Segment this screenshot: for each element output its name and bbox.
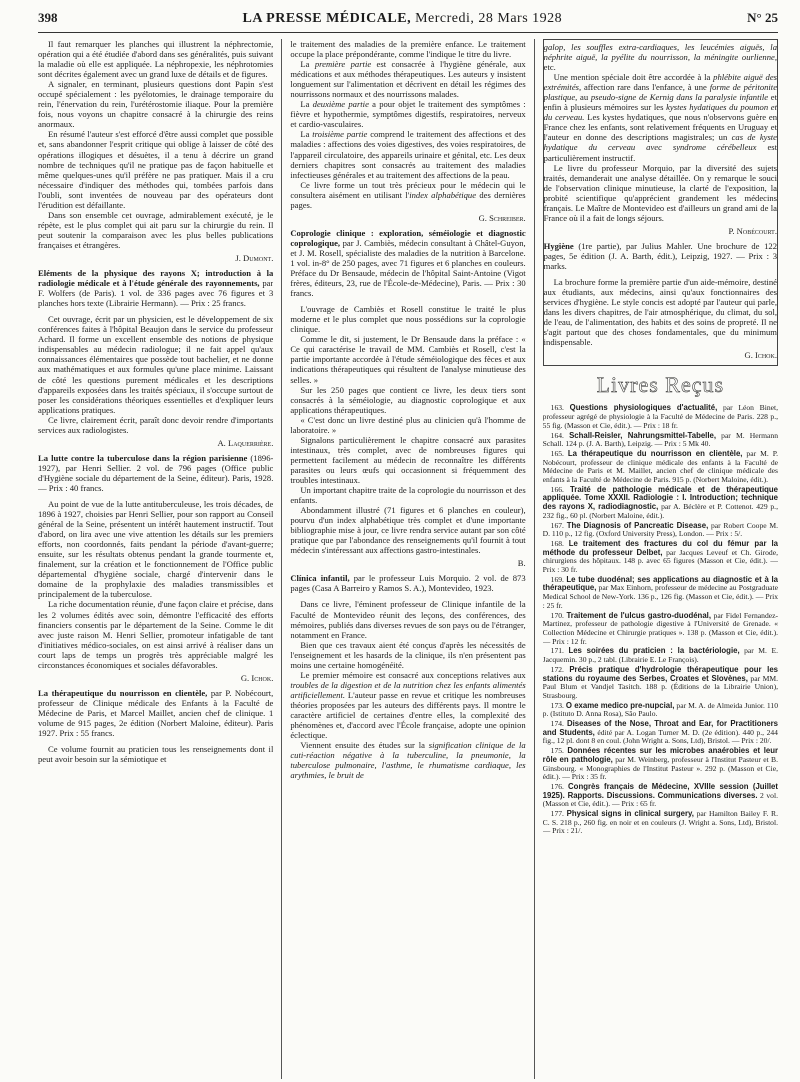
review-signature: G. Schreiber.	[478, 212, 526, 223]
entry-details: par A. Béclère et P. Cottenot. 429 p., 232 fig., 60 pl. (Norbert Maloine, édit.).	[542, 502, 778, 520]
received-book-entry	[543, 432, 778, 449]
entry-details: édité par A. Logan Turner M. D. (2e édition). 440 p., 244 fig., 12 pl. dont 8 en coul. (John Wright a. Sons, Ltd), Bristol. — Prix : 20/.	[542, 727, 778, 746]
entry-title: Données récentes sur les microbes anaérobies et leur rôle en pathologie,	[542, 746, 778, 764]
entry-details: par M. Weinberg, professeur à l'Institut Pasteur et B. Ginsbourg. « Monographies de l'Institut Pasteur ». 292 p. (Masson et Cie, édit.). — Prix : 35 fr.	[542, 754, 778, 782]
paragraph: Une mention spéciale doit être accordée à la phlébite aiguë des extrémités, affection rare dans l'enfance, à une forme de péritonite plastique, au pseudo-signe de Kernig dans la paralysie infantile et enfin à plusieurs mémoires sur les kystes hydatiques du poumon et du cerveau. Les kystes hydatiques, que nous n'observons guère en France chez les enfants, sont relativement fréquents en Uruguay et l'auteur en donne des descriptions magistrales; un cas de kyste hydatique du cerveau avec syndrome cérébelleux est particulièrement instructif.	[543, 72, 778, 163]
entry-title: Précis pratique d'hydrologie thérapeutique pour les stations du royaume des Serbes, Croates et Slovènes,	[542, 664, 778, 683]
column-rule	[534, 39, 535, 1079]
page-header	[38, 10, 778, 33]
entry-number: 163.	[550, 403, 570, 413]
received-book-entry	[543, 540, 778, 575]
received-book-entry	[543, 720, 778, 746]
column-1	[38, 39, 273, 1079]
entry-number: 170.	[550, 610, 567, 620]
paragraph: Cet ouvrage, écrit par un physicien, est le développement de six conférences faites à l'hôpital Beaujon dans le service du professeur Achard. Il forme un excellent ensemble des notions de physique indispensables au médecin radiologue; il ne fait appel qu'aux connaissances élémentaires que possède tout bachelier, et ne donne aux mathématiques et aux formules qu'une place minime. Laissant de côté les questions purement médicales et les descriptions d'appareils exposées dans les traités spéciaux, il s'occupe surtout de poser les considérations théoriques essentielles et d'expliquer leurs applications pratiques.	[38, 314, 274, 415]
entry-number: 176.	[550, 781, 569, 791]
book-title: Coprologie clinique : exploration, séméiologie et diagnostic coprologique,	[290, 227, 526, 248]
received-book-entry	[543, 612, 778, 647]
columns	[38, 39, 778, 1079]
paragraph: Abondamment illustré (71 figures et 6 planches en couleur), pourvu d'un index alphabétique très complet et d'une importante bibliographie mise à jour, ce livre rendra service autant par son côté pratique que par l'abondance des renseignements qu'il fournit à tout médecin s'intéressant aux affections gastro-intestinales.	[290, 505, 526, 556]
review-signature: J. Dumont.	[235, 252, 274, 263]
book-title: La lutte contre la tuberculose dans la région parisienne	[38, 452, 248, 463]
paragraph: La deuxième partie a pour objet le traitement des symptômes : fièvre et hypothermie, symptômes digestifs, respiratoires, nerveux et cardio-vasculaires.	[290, 99, 526, 130]
entry-title: Le tube duodénal; ses applications au diagnostic et à la thérapeutique,	[542, 574, 778, 593]
entry-number: 169.	[550, 574, 567, 584]
review-box	[543, 39, 778, 366]
entry-title: Les soirées du praticien : la bactériologie,	[568, 646, 740, 656]
entry-details: par Jacques Leveuf et Ch. Girode, chirurgiens des hôpitaux. 148 p. avec 65 figures (Masson et Cie, édit.). — Prix : 30 fr.	[542, 547, 778, 575]
entry-title: O exame medico pre-nupcial,	[565, 700, 675, 710]
entry-details: par Hamilton Bailey F. R. C. S. 218 p., 260 fig. en noir et en couleurs (J. Wright a. Sons, Ltd), Bristol. — Prix : 21/.	[542, 809, 778, 836]
received-book-entry	[543, 647, 778, 664]
review-heading	[290, 228, 525, 298]
entry-number: 175.	[550, 746, 568, 756]
paragraph: La brochure forme la première partie d'un aide-mémoire, destiné aux étudiants, aux médecins, ainsi qu'aux fonctionnaires des services d'hygiène. Le style concis est adopté par l'auteur qui parle, dans les divers chapitres, de l'air atmosphérique, du climat, du sol, de l'eau, de l'alimentation, des habits et des soins de propreté. Il ne s'agit partout que des choses fondamentales, que du minimum indispensable.	[543, 277, 777, 348]
entry-number: 172.	[550, 664, 570, 674]
entry-number: 174.	[550, 719, 567, 729]
book-title: Eléments de la physique des rayons X; introduction à la radiologie médicale et à l'étude générale des rayonnements,	[38, 268, 274, 289]
paragraph: galop, les souffles extra-cardiaques, les leucémies aiguës, la néphrite aiguë, la pyélite du nourrisson, la méningite ourlienne, etc.	[543, 42, 777, 73]
entry-details: par Léon Binet, professeur agrégé de physiologie à la Faculté de Médecine de Paris. 228 p., 55 fig. (Masson et Cie, édit.). — Prix : 18 fr.	[542, 403, 778, 430]
entry-number: 177.	[550, 809, 567, 819]
entry-details: par MM. Paul Blum et Vandjel Tasitch. 188 p. (Éditions de la Librairie Union), Strasbourg.	[542, 673, 778, 700]
entry-title: The Diagnosis of Pancreatic Disease,	[566, 520, 709, 530]
book-details: par P. Nobécourt, professeur de Clinique médicale des Enfants à la Faculté de Médecine de Paris, et Marcel Maillet, ancien chef de clinique. 1 volume de 915 pages, 2e édition (Norbert Maloine, éditeur). Paris 1927. Prix : 55 francs.	[38, 687, 274, 739]
received-books-list	[543, 404, 778, 836]
paragraph: Sur les 250 pages que contient ce livre, les deux tiers sont consacrés à la séméiologie, au diagnostic coprologique et aux applications thérapeutiques.	[290, 384, 526, 415]
paragraph: Viennent ensuite des études sur la signification clinique de la cuti-réaction négative à la tuberculine, la pneumonie, la tuberculose pulmonaire, l'asthme, le rhumatisme cardiaque, les arythmies, le bruit de	[290, 740, 526, 781]
book-details: par le professeur Luis Morquio. 2 vol. de 873 pages (Casa A Barreiro y Ramos S. A.), Montevideo, 1923.	[290, 573, 526, 594]
entry-number: 167.	[550, 520, 567, 530]
paragraph: Ce volume fournit au praticien tous les renseignements dont il peut avoir besoin sur la sémiotique et	[38, 744, 274, 765]
paragraph: Dans ce livre, l'éminent professeur de Clinique infantile de la Faculté de Montevideo réunit des leçons, des conférences, des mémoires, publiés dans diverses revues de son pays ou de l'étranger, notamment en France.	[290, 599, 526, 640]
column-3	[543, 39, 778, 1079]
received-book-entry	[543, 783, 778, 809]
paragraph: Dans son ensemble cet ouvrage, admirablement exécuté, je le répète, est le plus complet qui ait paru sur la chirurgie du rein. Il peut soutenir la comparaison avec les plus belles publications françaises et étrangères.	[38, 209, 274, 250]
entry-details: par Robert Coope M. D. 110 p., 12 fig. (Oxford University Press), London. — Prix : 5/.	[542, 520, 778, 539]
paragraph: La troisième partie comprend le traitement des affections et des maladies : affections des voies digestives, des voies respiratoires, de l'appareil circulatoire, des appareils urinaire et génital, etc. Les deux derniers chapitres sont consacrés au traitement des maladies infectieuses générales et au traitement des affections de la peau.	[290, 129, 526, 180]
paragraph: En résumé l'auteur s'est efforcé d'être aussi complet que possible et, sans abandonner l'esprit critique qui oblige à laisser de côté des opérations illogiques et désuètes, il a tenu à décrire un grand nombre de techniques qu'il ne pratique pas de façon habituelle et même quelques-unes qu'il préfère ne pas pratiquer. Mais il a cru nécessaire d'indiquer des méthodes qui, tombées parfois dans l'oubli, sont inventées de nouveau par des opérateurs dont l'érudition est défaillante.	[38, 129, 274, 210]
received-book-entry	[543, 450, 778, 485]
entry-title: Le traitement des fractures du col du fémur par la méthode du professeur Delbet,	[542, 538, 778, 557]
received-book-entry	[543, 747, 778, 782]
entry-details: par Max Einhorn, professeur de médecine au Postgraduate Medical School de New-York. 136 p., 126 fig. (Masson et Cie, édit.). — Prix : 25 fr.	[542, 583, 778, 610]
column-2	[290, 39, 525, 1079]
paragraph: Comme le dit, si justement, le Dr Bensaude dans la préface : « Ce qui caractérise le travail de MM. Cambiès et Rosell, c'est la partie importante accordée à l'étude séméiologique des fèces et aux indications thérapeutiques qui résultent de l'analyse minutieuse des selles. »	[290, 334, 526, 385]
received-book-entry	[543, 486, 778, 521]
entry-details: 2 vol. (Masson et Cie, édit.). — Prix : 65 fr.	[542, 790, 778, 809]
entry-number: 173.	[550, 700, 566, 710]
entry-number: 171.	[550, 646, 569, 656]
entry-title: Questions physiologiques d'actualité,	[569, 403, 718, 413]
entry-title: Schall-Reisler, Nahrungsmittel-Tabelle,	[569, 430, 717, 440]
paragraph: Ce livre forme un tout très précieux pour le médecin qui le consultera aisément en utilisant l'index alphabétique des dernières pages.	[290, 179, 526, 210]
paragraph: le traitement des maladies de la première enfance. Le traitement occupe la place prépondérante, comme l'indique le titre du livre.	[290, 39, 526, 60]
review-heading	[38, 268, 273, 308]
entry-title: Congrès français de Médecine, XVIIIe session (Juillet 1925). Rapports. Discussions. Communications diverses.	[542, 781, 778, 800]
entry-title: Traitement de l'ulcus gastro-duodénal,	[566, 610, 711, 620]
entry-details: par M. P. Nobécourt, professeur de clinique médicale des enfants à la Faculté de Médecine de Paris et M. Maillet, ancien chef de clinique médicale des enfants à la Faculté de Médecine de Paris. 915 p. (Norbert Maloine, édit.).	[542, 448, 778, 485]
review-heading	[544, 241, 777, 271]
received-book-entry	[543, 522, 778, 539]
paragraph: Il faut remarquer les planches qui illustrent la néphrectomie, opération qui a été étudiée d'abord dans ses généralités, puis suivant la maladie où elle est appliquée. La néphropexie, les néphrotomies sont décrites également avec un grand luxe de détails et de figures.	[38, 39, 274, 80]
review-heading	[38, 453, 273, 493]
entry-title: Physical signs in clinical surgery,	[566, 809, 694, 819]
entry-details: par M. Hermann Schall. 124 p. (J. A. Barth), Leipzig. — Prix : 5 Mk 40.	[542, 430, 778, 449]
entry-details: par M. E. Jacquemin. 30 p., 2 tabl. (Librairie E. Le François).	[542, 646, 778, 665]
received-book-entry	[543, 666, 778, 701]
journal-name: LA PRESSE MÉDICALE,	[242, 11, 412, 26]
entry-number: 166.	[550, 484, 570, 494]
book-details: (1896-1927), par Henri Sellier. 2 vol. de 796 pages (Office public d'Hygiène sociale du département de la Seine, éditeur). Paris, 1928. — Prix : 40 francs.	[38, 452, 274, 493]
paragraph: A signaler, en terminant, plusieurs questions dont Papin s'est occupé spécialement : les pyélotomies, le drainage temporaire du rein, l'énervation du rein, l'urétérostomie iliaque. Pour la première fois, nous voyons un chapitre consacré à la chirurgie des reins anormaux.	[38, 79, 274, 130]
entry-details: par M. A. de Almeida Junior. 110 p. (Istituto D. Anna Rosa), São Paulo.	[542, 700, 778, 719]
entry-title: Traité de pathologie médicale et de thérapeutique appliquée. Tome XXXII. Radiologie : I. Introduction; technique des rayons X, radiodiagnostic,	[542, 484, 778, 512]
received-book-entry	[543, 404, 778, 430]
paragraph: Le premier mémoire est consacré aux conceptions relatives aux troubles de la digestion et de la nutrition chez les enfants alimentés artificiellement. L'auteur passe en revue et critique les nombreuses théories proposées par les auteurs des différents pays. Il montre le caractère artificiel de certaines d'entre elles, la complexité des phénomènes et, d'accord avec l'École française, adopte une opinion éclectique.	[290, 669, 526, 741]
paragraph: Ce livre, clairement écrit, paraît donc devoir rendre d'importants services aux radiologistes.	[38, 414, 274, 435]
paragraph: « C'est donc un livre destiné plus au clinicien qu'à l'homme de laboratoire. »	[290, 414, 526, 435]
entry-number: 168.	[550, 538, 569, 548]
review-heading	[38, 688, 273, 738]
running-title	[242, 11, 562, 27]
paragraph: Au point de vue de la lutte antituberculeuse, les trois décades, de 1896 à 1927, choisies par Henri Sellier, pour son rapport au Conseil général de la Seine, présentent un intérêt hautement instructif. Tout d'abord, on lira avec une vive attention les détails sur les premiers efforts, non coordonnés, faits pendant la période d'avant-guerre; ensuite, sur les résultats obtenus pendant la grande tourmente et, finalement, sur la création et le fonctionnement de l'Office public départemental d'hygiène sociale, chargé d'intervenir dans le domaine de la prophylaxie des maladies transmissibles et principalement de la tuberculose.	[38, 499, 274, 600]
book-details: (1re partie), par Julius Mahler. Une brochure de 122 pages, 5e édition (J. A. Barth, édit.), Leipzig, 1927. — Prix : 3 marks.	[543, 240, 777, 271]
received-book-entry	[543, 810, 778, 836]
entry-details: par Fidel Fernandez-Martinez, professeur de pathologie digestive à l'Université de Grenade. « Collection Médecine et Chirurgie pratiques ». 138 p. (Masson et Cie, édit.). — Prix : 12 fr.	[542, 610, 778, 646]
book-details: par J. Cambiès, médecin consultant à Châtel-Guyon, et J. M. Rosell, spécialiste des maladies de la nutrition à Barcelone. 1 vol. in-8° de 250 pages, avec 71 figures et 6 planches en couleurs. Préface du Dr Bensaude, médecin de l'hôpital Saint-Antoine (Vigot frères, éditeurs, 23, rue de l'École-de-Médecine), Paris. — Prix : 30 francs.	[290, 237, 526, 299]
book-title: Hygiène	[543, 240, 574, 251]
paragraph: L'ouvrage de Cambiès et Rosell constitue le traité le plus moderne et le plus complet que nous possédions sur la coprologie clinique.	[290, 304, 526, 335]
received-book-entry	[543, 576, 778, 611]
book-details: par F. Wolfers (de Paris). 1 vol. de 336 pages avec 76 figures et 3 planches hors texte (Librairie Hermann). — Prix : 25 francs.	[38, 278, 274, 309]
issue-date: Mercredi, 28 Mars 1928	[415, 11, 563, 26]
section-title-livres-recus: Livres Reçus	[596, 372, 725, 398]
page-number: 398	[38, 10, 58, 25]
paragraph: La riche documentation réunie, d'une façon claire et précise, dans les 2 volumes édités avec soin, démontre l'efficacité des efforts financiers consentis par le département de la Seine. Comme le dit avec juste raison M. Henri Sellier, promoteur infatigable de tant d'initiatives médico-sociales, on est ainsi arrivé à réaliser dans un court laps de temps un progrès très appréciable malgré les circonstances économiques et sociales défavorables.	[38, 599, 274, 670]
review-heading	[290, 573, 525, 593]
entry-number: 164.	[550, 430, 570, 440]
paragraph: Bien que ces travaux aient été conçus d'après les nécessités de l'enseignement et les hasards de la clinique, ils n'en présentent pas moins une certaine homogénéité.	[290, 639, 526, 670]
book-title: Clínica infantil,	[290, 573, 350, 584]
entry-title: La thérapeutique du nourrisson en clientèle,	[567, 448, 743, 458]
book-title: La thérapeutique du nourrisson en clientèle,	[38, 687, 208, 698]
paragraph: Un important chapitre traite de la coprologie du nourrisson et des enfants.	[290, 485, 526, 506]
review-signature: G. Ichok.	[240, 672, 274, 683]
review-signature: G. Ichok.	[744, 350, 777, 361]
entry-number: 165.	[550, 448, 568, 458]
column-rule	[281, 39, 282, 1079]
review-signature: A. Laquerrière.	[217, 437, 274, 448]
issue-number: N° 25	[747, 10, 778, 25]
review-signature: B.	[517, 558, 526, 569]
paragraph: La première partie est consacrée à l'hygiène générale, aux médications et aux méthodes thérapeutiques. Les auteurs y insistent longuement sur l'alimentation et décrivent en détail les régimes des nourrissons normaux et des nourrissons malades.	[290, 59, 526, 100]
paragraph: Le livre du professeur Morquio, par la diversité des sujets traités, demanderait une analyse détaillée. On y remarque le souci de l'observation clinique minutieuse, la clarté de l'exposition, la probité scientifique qu'apprécient grandement les médecins français. Le Maître de Montevideo est d'ailleurs un grand ami de la France où il a fait de longs séjours.	[543, 162, 777, 223]
paragraph: Signalons particulièrement le chapitre consacré aux parasites intestinaux, très complet, avec de nombreuses figures qui permettent facilement au médecin de reconnaître les différents parasites ou leurs œufs qui occasionnent si fréquemment des troubles intestinaux.	[290, 434, 526, 485]
received-book-entry	[543, 702, 778, 719]
entry-title: Diseases of the Nose, Throat and Ear, for Practitioners and Students,	[542, 719, 778, 737]
review-signature: P. Nobécourt.	[728, 225, 777, 236]
